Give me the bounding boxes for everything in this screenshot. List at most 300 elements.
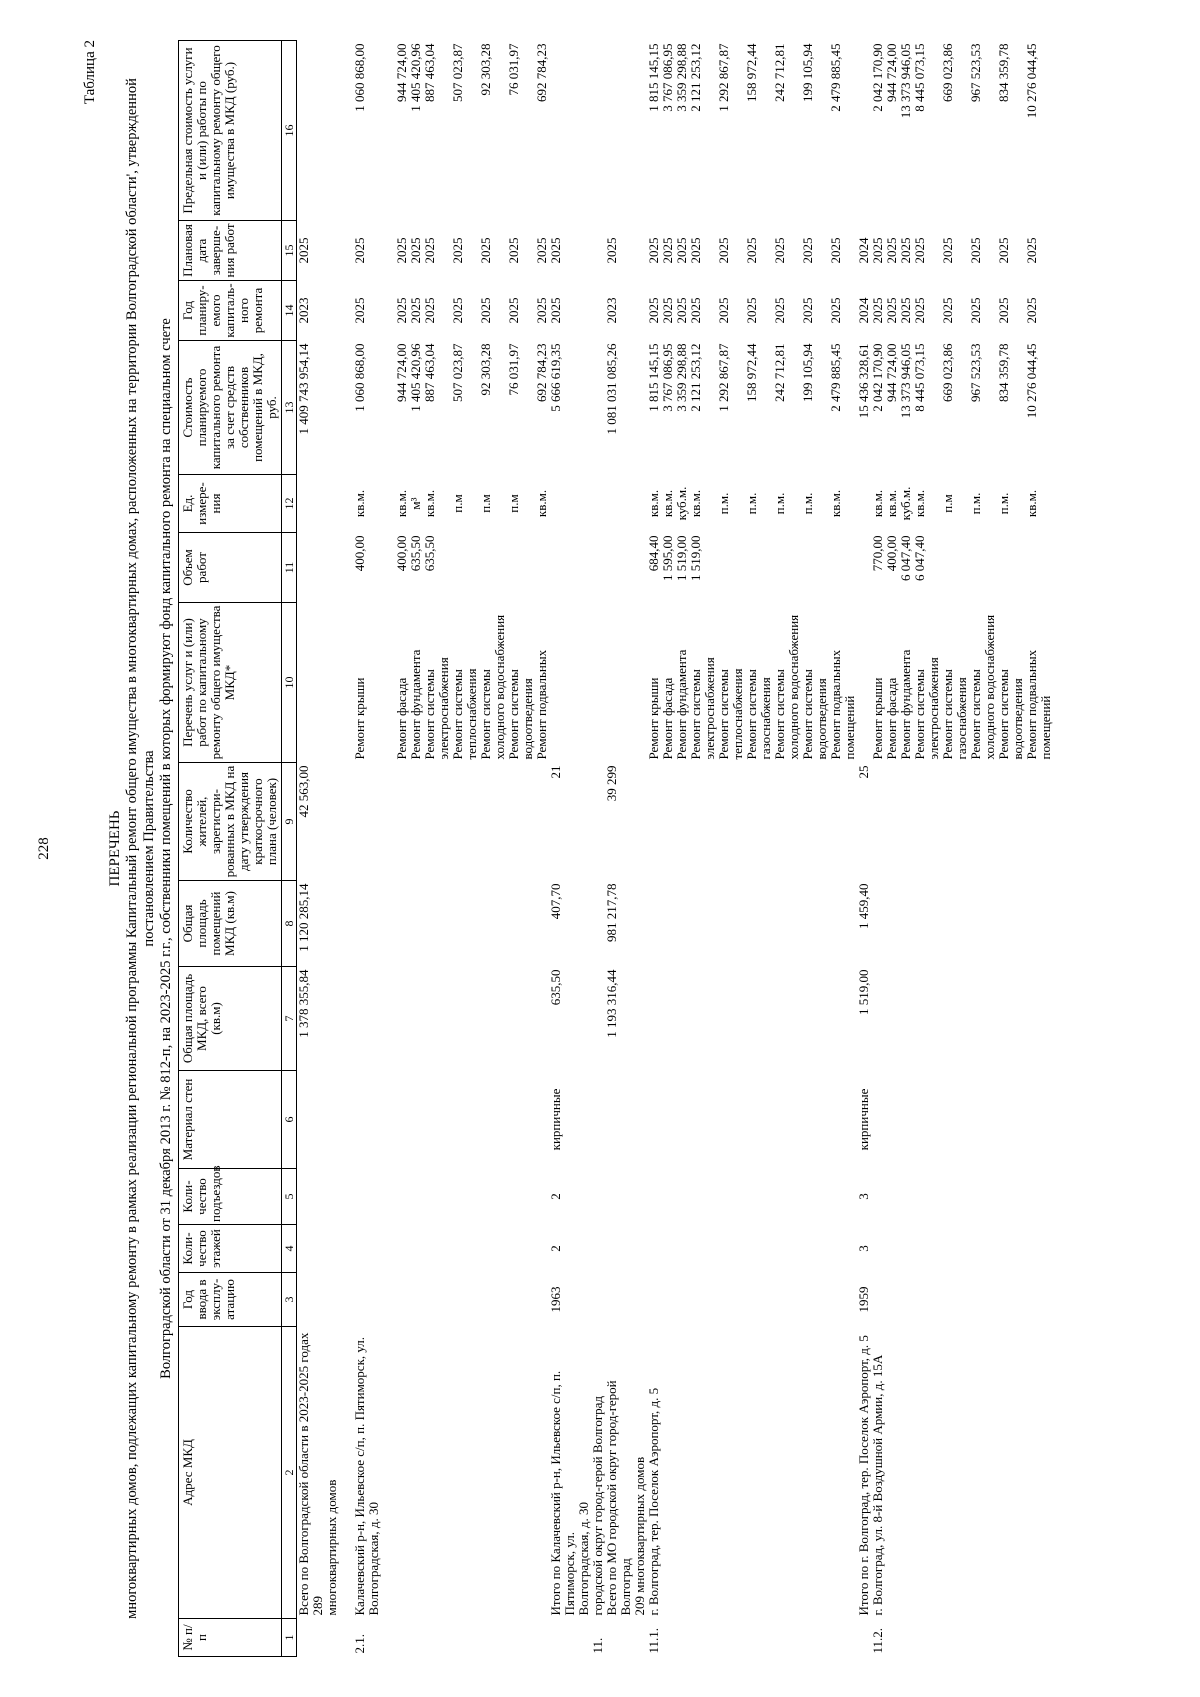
table-cell: 2025 xyxy=(996,297,1011,324)
table-cell xyxy=(983,967,997,1071)
table-cell: м³ xyxy=(408,497,423,510)
table-cell xyxy=(647,967,661,1071)
table-cell: 2025 xyxy=(604,237,619,264)
table-cell: 2025 xyxy=(996,237,1011,264)
table-cell xyxy=(689,1273,703,1327)
table-cell: 2025 xyxy=(548,237,563,264)
table-cell xyxy=(1011,41,1025,221)
table-cell: кв.м. xyxy=(394,489,409,518)
table-cell: 42 563,00 xyxy=(296,765,311,818)
table-cell: кв.м. xyxy=(422,489,437,518)
table-cell: 2 479 885,45 xyxy=(828,43,843,112)
table-cell: кв.м. xyxy=(660,489,675,518)
table-cell xyxy=(325,1619,339,1657)
table-cell xyxy=(885,1273,899,1327)
table-cell xyxy=(465,881,479,967)
table-cell xyxy=(983,763,997,881)
table-cell: 1 815 145,15 xyxy=(646,343,661,412)
table-cell xyxy=(1039,221,1053,281)
table-cell xyxy=(661,1327,675,1619)
table-cell xyxy=(787,967,801,1071)
table-cell xyxy=(339,1071,353,1169)
table-cell xyxy=(885,1327,899,1619)
table-cell xyxy=(577,341,591,475)
table-cell: 8 445 073,15 xyxy=(912,43,927,112)
table-cell xyxy=(983,1327,997,1619)
table-cell: 1963 xyxy=(548,1286,563,1313)
table-cell xyxy=(941,1327,955,1619)
table-cell xyxy=(381,533,395,603)
table-cell: кв.м. xyxy=(1024,489,1039,518)
table-cell xyxy=(521,1327,535,1619)
table-cell xyxy=(367,341,381,475)
table-cell xyxy=(927,881,941,967)
table-cell xyxy=(689,1327,703,1619)
table-cell xyxy=(829,1273,843,1327)
table-cell xyxy=(913,967,927,1071)
table-cell: Ремонт системы xyxy=(422,669,437,760)
table-row xyxy=(507,41,521,1657)
table-cell xyxy=(983,533,997,603)
table-cell: п.м xyxy=(940,494,955,513)
table-cell xyxy=(1011,1225,1025,1273)
table-cell xyxy=(591,281,605,341)
table-cell xyxy=(871,1169,885,1225)
table-cell: 158 972,44 xyxy=(744,343,759,402)
table-cell xyxy=(451,533,465,603)
table-cell xyxy=(297,603,326,763)
table-cell: 2025 xyxy=(828,237,843,264)
table-cell xyxy=(535,1071,549,1169)
table-cell xyxy=(1025,1071,1039,1169)
table-cell xyxy=(745,967,759,1071)
table-cell xyxy=(381,881,395,967)
table-cell: 2025 xyxy=(674,237,689,264)
table-cell xyxy=(297,1273,326,1327)
table-cell xyxy=(437,763,451,881)
table-cell xyxy=(451,967,465,1071)
table-cell xyxy=(955,41,969,221)
table-cell xyxy=(675,1225,689,1273)
table-cell: 2 xyxy=(548,1193,563,1200)
table-cell xyxy=(689,763,703,881)
table-cell: 635,50 xyxy=(408,535,423,572)
table-cell xyxy=(955,341,969,475)
table-cell xyxy=(703,1327,717,1619)
table-cell xyxy=(717,1225,731,1273)
table-cell xyxy=(997,1327,1011,1619)
table-cell xyxy=(941,1071,955,1169)
table-cell xyxy=(1025,1225,1039,1273)
table-cell: 770,00 xyxy=(870,535,885,572)
table-cell: 2025 xyxy=(646,297,661,324)
table-cell xyxy=(381,603,395,763)
table-cell: 6 047,40 xyxy=(912,535,927,581)
table-cell xyxy=(997,1071,1011,1169)
table-cell xyxy=(1039,1273,1053,1327)
table-cell: 2025 xyxy=(408,297,423,324)
table-cell xyxy=(507,1071,521,1169)
table-cell xyxy=(759,1071,773,1169)
table-cell: 1 081 031 085,26 xyxy=(604,343,619,435)
table-cell: 669 023,86 xyxy=(940,343,955,402)
table-cell xyxy=(1039,1619,1053,1657)
table-cell xyxy=(969,1225,983,1273)
table-cell xyxy=(591,1225,605,1273)
table-cell xyxy=(647,1169,661,1225)
table-cell: 1 060 868,00 xyxy=(352,43,367,112)
column-header-3: Год ввода в эксплу-атацию xyxy=(179,1273,282,1327)
table-cell xyxy=(409,1273,423,1327)
table-cell xyxy=(367,533,381,603)
table-cell xyxy=(437,221,451,281)
table-cell xyxy=(857,1619,871,1657)
table-cell xyxy=(801,1619,815,1657)
table-cell xyxy=(493,1071,507,1169)
table-cell xyxy=(325,1071,339,1169)
table-cell xyxy=(703,1225,717,1273)
table-cell xyxy=(829,881,843,967)
column-number-13: 13 xyxy=(282,341,297,475)
table-cell xyxy=(339,967,353,1071)
table-cell xyxy=(913,1619,927,1657)
table-cell xyxy=(675,763,689,881)
table-row xyxy=(899,41,913,1657)
table-cell xyxy=(605,1071,633,1169)
table-cell xyxy=(493,221,507,281)
table-row xyxy=(703,41,717,1657)
table-cell xyxy=(479,967,493,1071)
column-number-11: 11 xyxy=(282,533,297,603)
table-cell xyxy=(969,1327,983,1619)
table-cell xyxy=(983,1273,997,1327)
table-cell xyxy=(927,533,941,603)
table-cell xyxy=(479,1169,493,1225)
table-cell xyxy=(353,1273,367,1327)
table-cell xyxy=(493,341,507,475)
table-cell xyxy=(871,1071,885,1169)
table-cell xyxy=(591,603,605,763)
table-cell xyxy=(955,475,969,533)
table-cell xyxy=(521,533,535,603)
table-cell xyxy=(913,881,927,967)
table-cell xyxy=(479,1273,493,1327)
table-cell: 2025 xyxy=(940,237,955,264)
table-row xyxy=(983,41,997,1657)
table-cell xyxy=(787,1169,801,1225)
table-cell xyxy=(577,281,591,341)
table-cell: 2025 xyxy=(772,237,787,264)
table-cell xyxy=(381,1273,395,1327)
table-cell xyxy=(437,1169,451,1225)
table-cell xyxy=(633,763,647,881)
table-cell xyxy=(381,341,395,475)
table-cell xyxy=(339,603,353,763)
table-cell xyxy=(773,1169,787,1225)
table-cell xyxy=(409,1225,423,1273)
table-cell: 76 031,97 xyxy=(506,43,521,96)
table-cell: 2 479 885,45 xyxy=(828,343,843,412)
repair-list-table xyxy=(178,40,1053,1657)
table-cell xyxy=(647,881,661,967)
table-cell xyxy=(493,1327,507,1619)
table-cell: 887 463,04 xyxy=(422,343,437,402)
table-row xyxy=(367,41,381,1657)
table-cell xyxy=(703,221,717,281)
table-cell: 2025 xyxy=(506,237,521,264)
table-cell xyxy=(325,281,339,341)
table-cell xyxy=(507,1225,521,1273)
table-cell xyxy=(815,967,829,1071)
table-cell: 92 303,28 xyxy=(478,43,493,96)
table-cell: 635,50 xyxy=(548,969,563,1006)
table-cell xyxy=(297,1169,326,1225)
table-cell xyxy=(339,1327,353,1619)
table-cell xyxy=(689,1619,703,1657)
table-cell xyxy=(479,1225,493,1273)
table-cell xyxy=(367,1273,381,1327)
table-cell xyxy=(1025,1327,1039,1619)
table-cell xyxy=(843,1071,857,1169)
table-cell xyxy=(717,967,731,1071)
table-cell xyxy=(815,1273,829,1327)
table-cell xyxy=(745,1225,759,1273)
table-cell xyxy=(899,1273,913,1327)
table-cell xyxy=(815,221,829,281)
table-cell xyxy=(465,1225,479,1273)
table-cell: Ремонт системы xyxy=(996,669,1011,760)
table-cell xyxy=(591,475,605,533)
table-cell xyxy=(815,281,829,341)
table-cell xyxy=(773,1619,787,1657)
table-cell xyxy=(745,1327,759,1619)
table-row xyxy=(1011,41,1025,1657)
column-number-9: 9 xyxy=(282,763,297,881)
table-cell xyxy=(353,967,367,1071)
heading-line-1: многоквартирных домов, подлежащих капитальному ремонту в рамках реализации региональной программы Капитальный ремонт общего имущества в многоквартирных домах, расположенных на территории Волгоградской области', утвержденной постановлением Правительства xyxy=(124,78,157,1619)
table-cell xyxy=(395,1619,409,1657)
table-cell: 2 121 253,12 xyxy=(688,43,703,112)
table-cell xyxy=(759,1169,773,1225)
table-cell xyxy=(703,341,717,475)
table-cell xyxy=(815,1071,829,1169)
table-cell xyxy=(731,967,745,1071)
table-cell xyxy=(451,1071,465,1169)
column-header-2: Адрес МКД xyxy=(179,1327,282,1619)
table-cell xyxy=(731,41,745,221)
table-cell xyxy=(535,881,549,967)
table-cell xyxy=(507,1169,521,1225)
table-cell xyxy=(773,1071,787,1169)
column-number-4: 4 xyxy=(282,1225,297,1273)
table-cell xyxy=(521,281,535,341)
table-cell xyxy=(899,763,913,881)
table-cell: 400,00 xyxy=(352,535,367,572)
table-cell: газоснабжения xyxy=(758,677,773,760)
table-row xyxy=(927,41,941,1657)
table-cell xyxy=(381,1327,395,1619)
table-cell xyxy=(297,1619,326,1657)
table-cell xyxy=(605,41,633,221)
table-cell xyxy=(381,967,395,1071)
table-cell xyxy=(633,281,647,341)
table-cell xyxy=(927,41,941,221)
table-cell xyxy=(633,881,647,967)
table-cell xyxy=(661,1619,675,1657)
table-cell xyxy=(955,1071,969,1169)
table-cell xyxy=(815,1619,829,1657)
table-cell xyxy=(339,341,353,475)
table-cell xyxy=(955,533,969,603)
table-cell xyxy=(885,763,899,881)
table-cell: Ремонт фундамента xyxy=(408,649,423,760)
table-cell xyxy=(1039,1169,1053,1225)
table-cell: 2025 xyxy=(716,297,731,324)
table-cell xyxy=(437,1619,451,1657)
table-cell xyxy=(675,967,689,1071)
table-cell xyxy=(661,1225,675,1273)
table-cell xyxy=(759,475,773,533)
table-cell xyxy=(367,881,381,967)
table-cell xyxy=(829,1619,843,1657)
table-cell: п.м. xyxy=(716,492,731,515)
table-cell xyxy=(983,881,997,967)
table-cell xyxy=(591,1273,605,1327)
table-cell xyxy=(353,1071,367,1169)
table-cell xyxy=(899,1225,913,1273)
table-cell xyxy=(661,881,675,967)
table-cell xyxy=(871,967,885,1071)
table-cell xyxy=(689,881,703,967)
table-row xyxy=(339,41,353,1657)
table-cell xyxy=(325,475,339,533)
table-cell xyxy=(927,341,941,475)
table-cell xyxy=(801,1327,815,1619)
table-cell: 8 445 073,15 xyxy=(912,343,927,412)
table-cell xyxy=(465,1169,479,1225)
table-cell xyxy=(325,881,339,967)
table-cell xyxy=(591,1071,605,1169)
table-cell xyxy=(829,1327,843,1619)
table-cell xyxy=(633,41,647,221)
table-row xyxy=(773,41,787,1657)
table-cell: 2025 xyxy=(1024,237,1039,264)
table-cell: 2025 xyxy=(674,297,689,324)
table-cell xyxy=(815,881,829,967)
table-cell xyxy=(493,967,507,1071)
table-cell xyxy=(675,1273,689,1327)
table-cell xyxy=(969,881,983,967)
table-cell xyxy=(983,1225,997,1273)
table-cell xyxy=(703,881,717,967)
table-cell xyxy=(913,1225,927,1273)
table-cell xyxy=(549,603,577,763)
table-cell: кв.м. xyxy=(688,489,703,518)
table-cell xyxy=(815,1225,829,1273)
table-row xyxy=(885,41,899,1657)
table-cell xyxy=(1025,763,1039,881)
table-cell xyxy=(871,1273,885,1327)
table-cell xyxy=(521,763,535,881)
table-cell xyxy=(941,967,955,1071)
table-cell xyxy=(815,533,829,603)
table-cell xyxy=(535,1169,549,1225)
table-cell xyxy=(983,475,997,533)
document-heading xyxy=(124,60,175,1637)
table-cell xyxy=(297,475,326,533)
table-cell xyxy=(395,1071,409,1169)
table-cell xyxy=(675,1169,689,1225)
table-cell xyxy=(983,221,997,281)
table-cell: Всего по Волгоградской области в 2023-2025 годах 289 xyxy=(296,1332,325,1616)
table-cell: 2025 xyxy=(772,297,787,324)
table-row xyxy=(745,41,759,1657)
table-cell xyxy=(871,1225,885,1273)
table-cell xyxy=(577,475,591,533)
table-cell xyxy=(969,1619,983,1657)
table-cell xyxy=(689,1169,703,1225)
table-cell xyxy=(661,1071,675,1169)
table-cell: Ремонт системы xyxy=(744,669,759,760)
table-cell: многоквартирных домов xyxy=(324,1479,339,1616)
table-cell: 2025 xyxy=(800,237,815,264)
table-cell: кирпичные xyxy=(856,1088,871,1151)
table-cell xyxy=(437,281,451,341)
table-cell: 2 042 170,90 xyxy=(870,343,885,412)
table-cell: 692 784,23 xyxy=(534,43,549,102)
table-cell xyxy=(773,1327,787,1619)
table-cell xyxy=(521,341,535,475)
table-cell xyxy=(647,1071,661,1169)
table-cell xyxy=(395,967,409,1071)
table-cell xyxy=(577,1225,591,1273)
table-cell xyxy=(423,1225,437,1273)
table-row xyxy=(997,41,1011,1657)
table-cell xyxy=(1039,1071,1053,1169)
table-cell: 981 217,78 xyxy=(604,883,619,942)
table-cell: 2024 xyxy=(856,237,871,264)
table-cell xyxy=(395,763,409,881)
table-cell: кв.м. xyxy=(912,489,927,518)
table-cell: 400,00 xyxy=(884,535,899,572)
table-cell xyxy=(395,881,409,967)
table-cell xyxy=(703,281,717,341)
column-number-10: 10 xyxy=(282,603,297,763)
table-cell: 3 767 086,95 xyxy=(660,43,675,112)
table-cell xyxy=(1039,41,1053,221)
column-number-16: 16 xyxy=(282,41,297,221)
table-cell xyxy=(815,475,829,533)
table-cell xyxy=(703,41,717,221)
table-cell xyxy=(703,763,717,881)
table-cell xyxy=(829,533,843,603)
table-cell xyxy=(731,881,745,967)
table-cell: кв.м. xyxy=(352,489,367,518)
document-title: ПЕРЕЧЕНЬ xyxy=(107,810,123,887)
table-cell: 669 023,86 xyxy=(940,43,955,102)
table-cell xyxy=(521,1225,535,1273)
table-cell xyxy=(759,1225,773,1273)
table-cell: помещений xyxy=(1038,695,1053,760)
table-cell xyxy=(787,533,801,603)
table-cell xyxy=(1039,281,1053,341)
table-cell xyxy=(451,1273,465,1327)
table-cell: кирпичные xyxy=(548,1088,563,1151)
table-row xyxy=(493,41,507,1657)
table-cell xyxy=(843,475,857,533)
table-cell xyxy=(465,341,479,475)
table-cell: водоотведения xyxy=(814,678,829,760)
